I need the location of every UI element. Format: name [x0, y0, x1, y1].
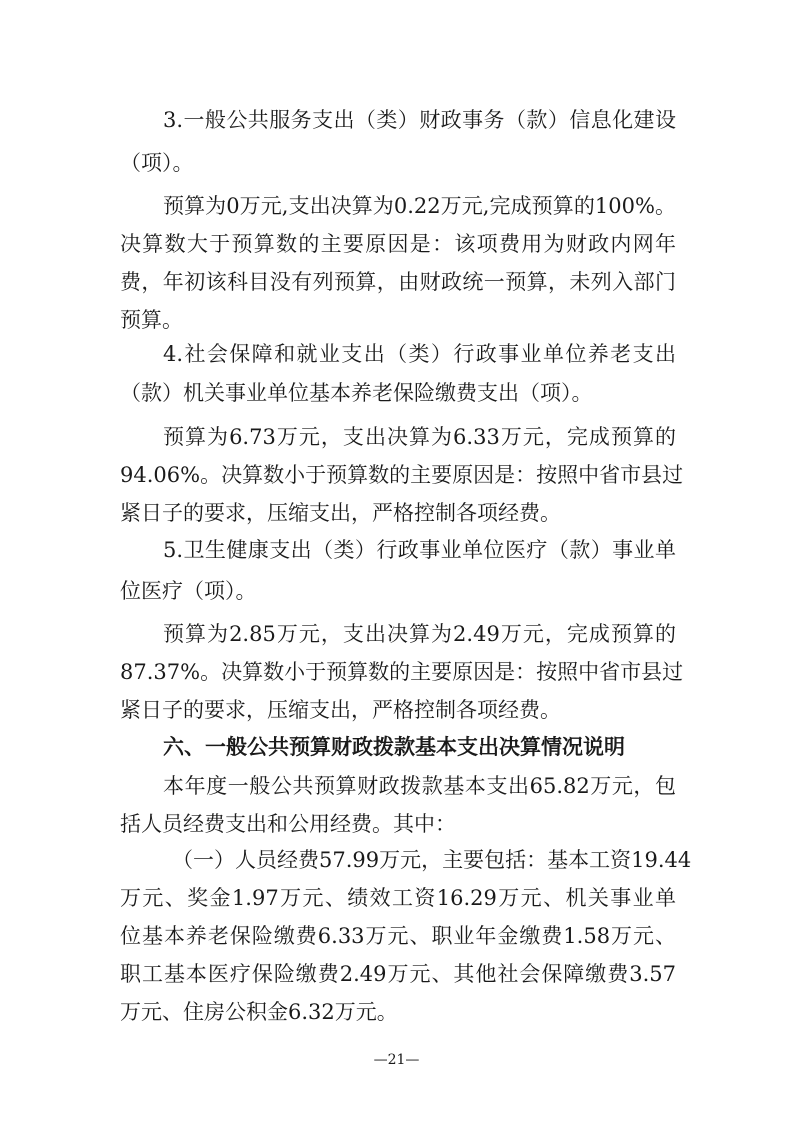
section-4-heading-line-1: 4.社会保障和就业支出（类）行政事业单位养老支出	[163, 342, 676, 366]
section-5-body-line-1: 预算为2.85万元，支出决算为2.49万元，完成预算的	[163, 622, 676, 646]
personnel-line-3: 位基本养老保险缴费6.33万元、职业年金缴费1.58万元、	[120, 924, 676, 948]
chapter-6-title: 六、一般公共预算财政拨款基本支出决算情况说明	[163, 735, 625, 759]
section-5-body-line-3: 紧日子的要求，压缩支出，严格控制各项经费。	[120, 698, 561, 722]
section-3-body-line-3: 费，年初该科目没有列预算，由财政统一预算，未列入部门	[120, 270, 676, 294]
chapter-6-intro-line-2: 括人员经费支出和公用经费。其中：	[120, 812, 456, 836]
page-number: —21—	[373, 1052, 420, 1068]
section-4-body-line-2: 94.06%。决算数小于预算数的主要原因是：按照中省市县过	[120, 463, 684, 487]
section-4-heading-line-2: （款）机关事业单位基本养老保险缴费支出（项）。	[120, 381, 593, 405]
section-3-body-line-1: 预算为0万元,支出决算为0.22万元,完成预算的100%。	[163, 194, 676, 218]
section-5-heading-line-1: 5.卫生健康支出（类）行政事业单位医疗（款）事业单	[163, 538, 676, 562]
section-5-heading-line-2: 位医疗（项）。	[120, 579, 257, 603]
chapter-6-intro-line-1: 本年度一般公共预算财政拨款基本支出65.82万元，包	[163, 774, 676, 798]
section-3-body-line-4: 预算。	[120, 308, 183, 332]
section-3-heading-line-1: 3.一般公共服务支出（类）财政事务（款）信息化建设	[163, 108, 676, 132]
section-5-body-line-2: 87.37%。决算数小于预算数的主要原因是：按照中省市县过	[120, 660, 684, 684]
section-3-heading-line-2: （项）。	[120, 151, 194, 175]
personnel-line-2: 万元、奖金1.97万元、绩效工资16.29万元、机关事业单	[120, 886, 676, 910]
personnel-line-5: 万元、住房公积金6.32万元。	[120, 1000, 398, 1024]
section-3-body-line-2: 决算数大于预算数的主要原因是：该项费用为财政内网年	[120, 232, 676, 256]
personnel-line-4: 职工基本医疗保险缴费2.49万元、其他社会保障缴费3.57	[120, 962, 676, 986]
section-4-body-line-3: 紧日子的要求，压缩支出，严格控制各项经费。	[120, 501, 561, 525]
section-4-body-line-1: 预算为6.73万元，支出决算为6.33万元，完成预算的	[163, 425, 676, 449]
personnel-line-1: （一）人员经费57.99万元，主要包括：基本工资19.44	[172, 848, 692, 872]
